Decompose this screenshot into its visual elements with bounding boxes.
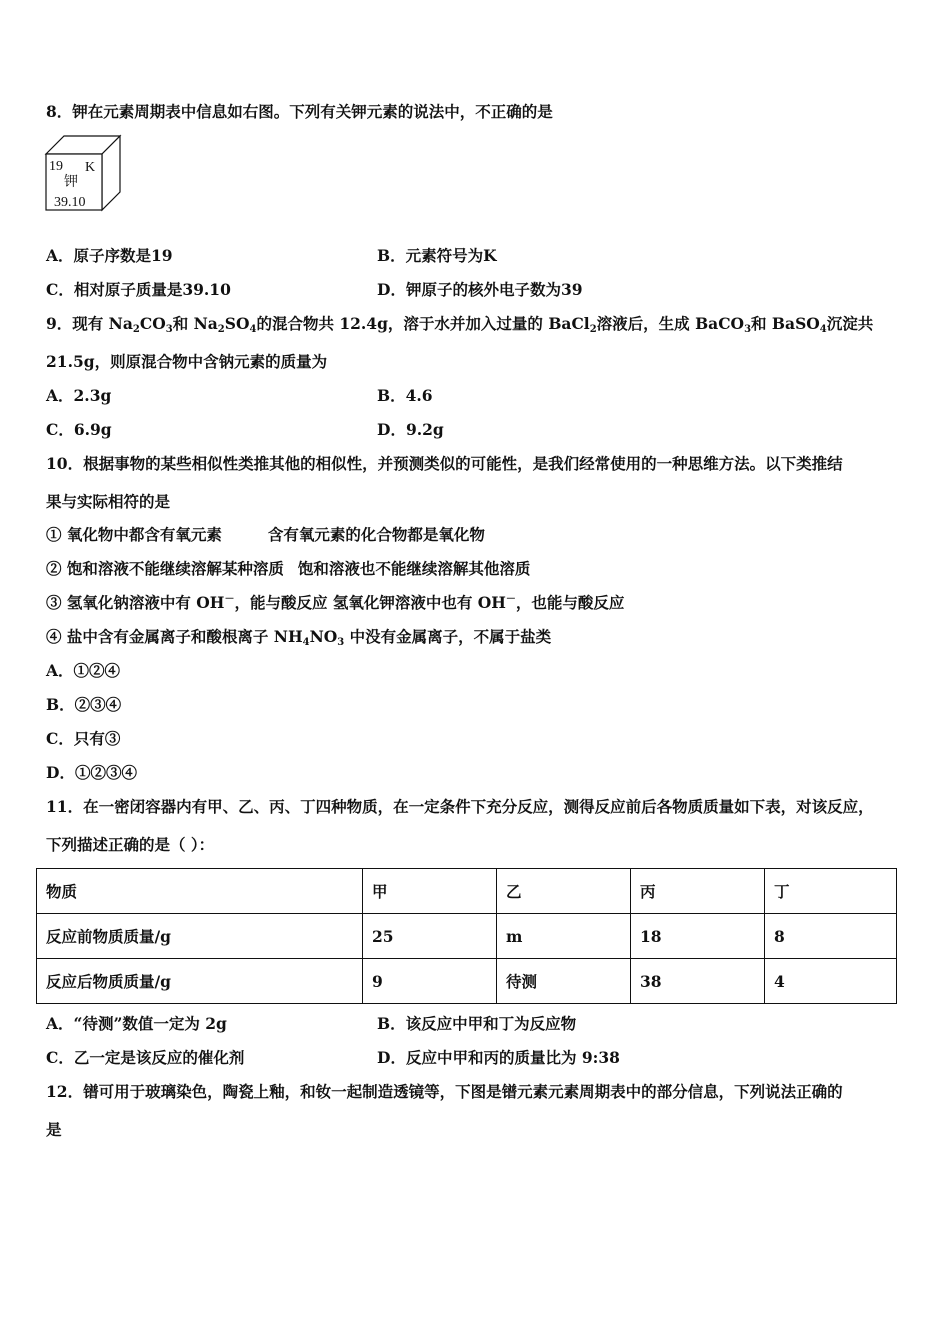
element-mass: 39.10	[54, 195, 86, 210]
q9-stem-line1: 9．现有 $Na_2CO_3$和 $Na_2SO_4$的混合物共 12.4g，溶于水并加入过量的 BaCl$_2$溶液后，生成 BaCO$_3$和 BaSO$_4$沉淀共	[46, 314, 874, 335]
potassium-element-card	[44, 134, 124, 214]
q8-option-b: B．元素符号为K	[377, 246, 497, 265]
q10-stem-line1: 10．根据事物的某些相似性类推其他的相似性，并预测类似的可能性，是我们经常使用的一种思维方法。以下类推结	[46, 454, 843, 473]
q10-item-4: ④ 盐中含有金属离子和酸根离子 $NH_4NO_3$ 中没有金属离子，不属于盐类	[46, 627, 552, 648]
q9-option-b: B．4.6	[377, 386, 433, 405]
table-header-cell: 乙	[497, 869, 631, 914]
table-row	[37, 959, 897, 1004]
q11-option-a: A．“待测”数值一定为 2g	[46, 1014, 227, 1033]
q12-stem-line2: 是	[46, 1120, 62, 1139]
q12-stem-line1: 12．镨可用于玻璃染色，陶瓷上釉，和钕一起制造透镜等，下图是镨元素元素周期表中的部分信息，下列说法正确的	[46, 1082, 843, 1101]
q8-stem: 8．钾在元素周期表中信息如右图。下列有关钾元素的说法中，不正确的是	[46, 102, 553, 121]
q8-option-a: A．原子序数是19	[46, 246, 173, 265]
table-cell: 25	[363, 914, 497, 959]
table-cell: 38	[631, 959, 765, 1004]
q11-stem-line1: 11．在一密闭容器内有甲、乙、丙、丁四种物质，在一定条件下充分反应，测得反应前后各物质质量如下表，对该反应，	[46, 797, 874, 816]
q10-stem-line2: 果与实际相符的是	[46, 492, 171, 511]
q8-option-c: C．相对原子质量是39.10	[46, 280, 231, 299]
element-number: 19	[49, 159, 63, 174]
table-cell: 4	[765, 959, 897, 1004]
q11-option-d: D．反应中甲和丙的质量比为 9:38	[377, 1048, 620, 1067]
table-header-cell: 丁	[765, 869, 897, 914]
table-header-cell: 甲	[363, 869, 497, 914]
table-cell: 9	[363, 959, 497, 1004]
table-header-cell: 物质	[37, 869, 363, 914]
q9-option-a: A．2.3g	[46, 386, 112, 405]
q9-option-d: D．9.2g	[377, 420, 444, 439]
table-cell: 18	[631, 914, 765, 959]
element-name: 钾	[64, 175, 78, 190]
q10-item-3: ③ 氢氧化钠溶液中有 OH－，能与酸反应 氢氧化钾溶液中也有 OH－，也能与酸反应	[46, 593, 625, 612]
table-cell: 待测	[497, 959, 631, 1004]
mass-table	[36, 868, 897, 1004]
table-cell: 反应后物质质量/g	[37, 959, 363, 1004]
q11-stem-line2: 下列描述正确的是（ ）：	[46, 835, 215, 854]
table-cell: 反应前物质质量/g	[37, 914, 363, 959]
table-cell: 8	[765, 914, 897, 959]
q10-option-b: B．②③④	[46, 695, 122, 714]
q11-option-b: B．该反应中甲和丁为反应物	[377, 1014, 577, 1033]
q10-item-1: ① 氧化物中都含有氧元素 含有氧元素的化合物都是氧化物	[46, 525, 485, 544]
table-header-cell: 丙	[631, 869, 765, 914]
q10-option-d: D．①②③④	[46, 763, 137, 782]
q9-stem-line2: 21.5g，则原混合物中含钠元素的质量为	[46, 352, 328, 371]
table-cell: m	[497, 914, 631, 959]
q10-option-c: C．只有③	[46, 729, 121, 748]
q8-option-d: D．钾原子的核外电子数为39	[377, 280, 583, 299]
table-row	[37, 914, 897, 959]
q9-option-c: C．6.9g	[46, 420, 112, 439]
q11-option-c: C．乙一定是该反应的催化剂	[46, 1048, 245, 1067]
element-symbol: K	[85, 160, 96, 175]
q10-item-2: ② 饱和溶液不能继续溶解某种溶质 饱和溶液也不能继续溶解其他溶质	[46, 559, 531, 578]
q10-option-a: A．①②④	[46, 661, 121, 680]
table-header-row	[37, 869, 897, 914]
